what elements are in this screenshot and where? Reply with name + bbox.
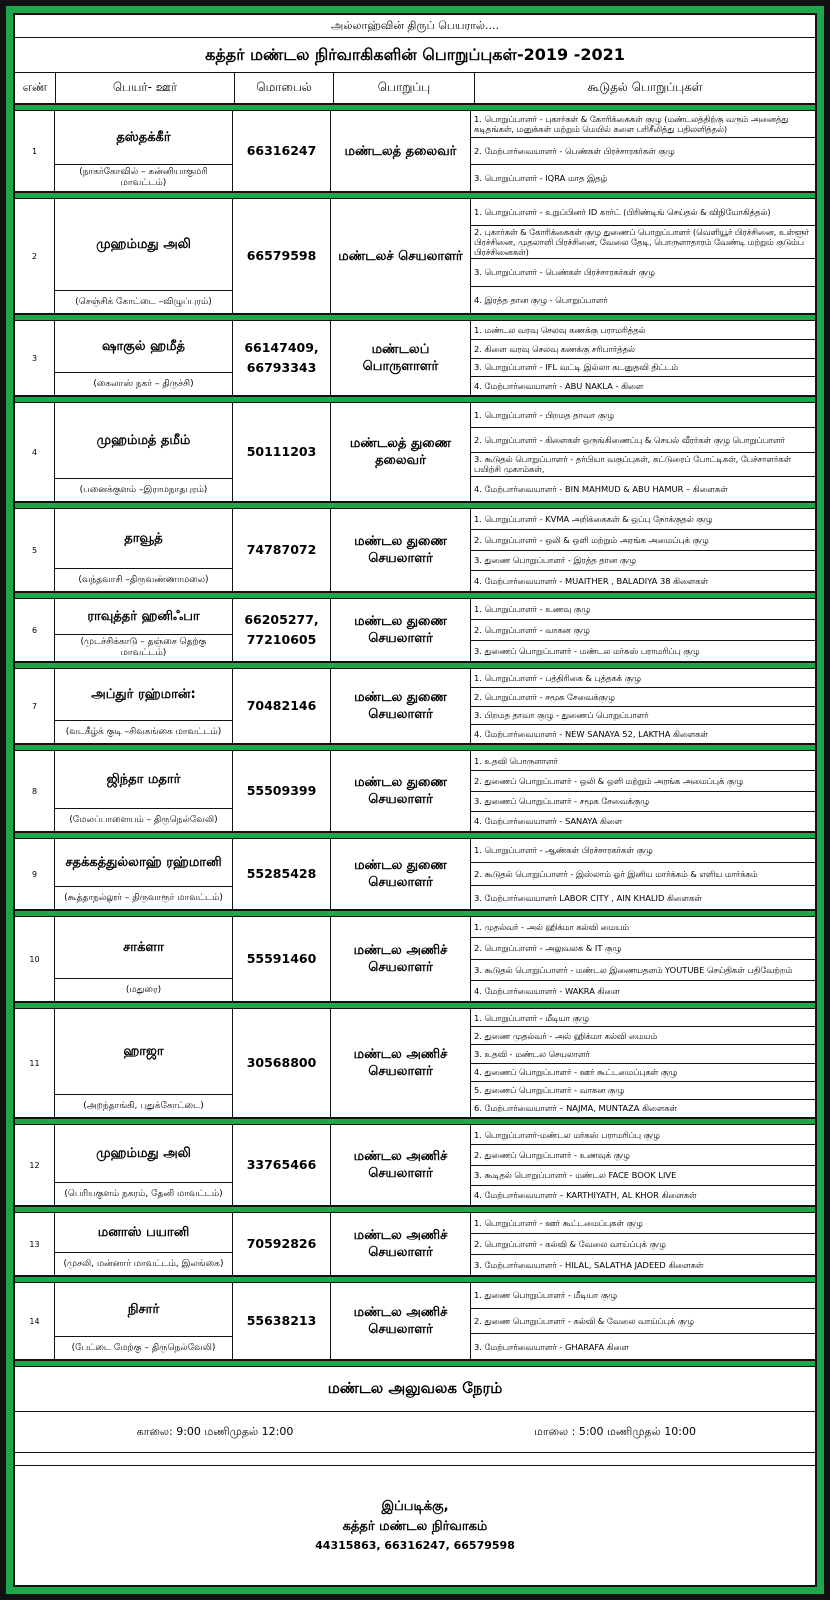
duty-item: 6. மேற்பார்வையாளர் – NAJMA, MUNTAZA கிளைகள் <box>474 1103 677 1114</box>
table-row <box>15 199 815 314</box>
member-name: சாக்ளா <box>123 939 164 955</box>
member-place: (கைலாஸ் நகர் – திருச்சி) <box>55 372 232 395</box>
table-row <box>15 751 815 832</box>
duty-item: 1. பொறுப்பாளர்-மண்டல மர்கஸ் பராமரிப்பு குழு <box>471 1125 815 1145</box>
extra-duties <box>471 751 815 831</box>
member-place: (பெரியகுளம் நகரம், தேனி மாவட்டம்) <box>55 1182 232 1205</box>
duty-item: 2. பொறுப்பாளர் - கிளைகள் ஒருங்கிணைப்பு & செயல் வீரர்கள் குழு பொறுப்பாளர் <box>471 428 815 453</box>
green-separator <box>15 910 815 917</box>
name-cell <box>55 199 233 313</box>
mobile-number: 30568800 <box>233 1009 331 1117</box>
duty-item: 1. பொறுப்பாளர் - ஆண்கள் பிரச்சாரகர்கள் குழு <box>471 839 815 863</box>
duty-item: 2. துணை பொறுப்பாளர் - கல்வி & வேலை வாய்ப்புக் குழு <box>471 1309 815 1335</box>
col-header-no: எண் <box>15 73 56 103</box>
duty-item: 4. மேற்பார்வையாளர் - NEW SANAYA 52, LAKTHA கிளைகள் <box>474 729 708 740</box>
duty-item: 1. பொறுப்பாளர் - பத்திரிகை & புத்தகக் குழு <box>471 669 815 688</box>
duty-item: 1. பொறுப்பாளர் - மீடியா குழு <box>471 1009 815 1027</box>
duty-item: 4. மேற்பார்வையாளர் – KARTHIYATH, AL KHOR கிளைகள் <box>474 1190 697 1201</box>
name-cell <box>55 321 233 395</box>
table-row <box>15 669 815 744</box>
duty-item: 1. பொறுப்பாளர் - உறுப்பினர் ID கார்ட் (பிரிண்டிங் செய்தல் & விநியோகித்தல்) <box>471 199 815 226</box>
member-name: அப்துர் ரஹ்மான்: <box>91 686 196 702</box>
duty-item: 5. துணைப் பொறுப்பாளர் - வாகன குழு <box>471 1082 815 1100</box>
name-cell <box>55 917 233 1001</box>
duty-item: 3. துணைப் பொறுப்பாளர் - மண்டல மர்கஸ் பராமரிப்பு குழு <box>474 646 700 656</box>
extra-duties <box>471 321 815 395</box>
row-number: 2 <box>15 199 55 313</box>
spacer-row <box>15 1453 815 1466</box>
duty-item: 1. முதல்வர் - அல் ஹிக்மா கல்வி மையம் <box>471 917 815 938</box>
green-separator <box>15 1360 815 1367</box>
duty-item: 4. மேற்பார்வையாளர் - ABU NAKLA - கிளை <box>474 381 644 392</box>
role: மண்டலச் செயலாளர் <box>331 199 471 313</box>
member-name: ஷாகுல் ஹமீத் <box>101 338 186 354</box>
role: மண்டல துணை செயலாளர் <box>331 751 471 831</box>
member-place: (பேட்டை மேற்கு – திருநெல்வேலி) <box>55 1336 232 1359</box>
name-cell <box>55 509 233 591</box>
extra-duties <box>471 403 815 501</box>
member-place: (வடகீழ்க் குடி –சிவகங்கை மாவட்டம்) <box>55 720 232 743</box>
table-row <box>15 1213 815 1276</box>
mobile-number: 55591460 <box>233 917 331 1001</box>
duty-item: 4. மேற்பார்வையாளர் - WAKRA கிளை <box>474 985 620 996</box>
signature-block <box>15 1466 815 1585</box>
col-header-mobile: மொபைல் <box>235 73 334 103</box>
duty-item: 4. இரத்த தான குழு - பொறுப்பாளர் <box>474 294 608 305</box>
green-separator <box>15 502 815 509</box>
table-row <box>15 1009 815 1118</box>
table-row <box>15 509 815 592</box>
extra-duties <box>471 1125 815 1205</box>
duty-item: 2. பொறுப்பாளர் - கல்வி & வேலை வாய்ப்புக் குழு <box>471 1234 815 1255</box>
duty-item: 4. மேற்பார்வையாளர் - BIN MAHMUD & ABU HAMUR – கிளைகள் <box>474 484 728 495</box>
role: மண்டலப் பொருளாளர் <box>331 321 471 395</box>
extra-duties <box>471 669 815 743</box>
duty-item: 3. துணைப் பொறுப்பாளர் - சமூக சேவைக்குழு <box>471 792 815 812</box>
duty-item: 3. மேற்பார்வையாளர் LABOR CITY , AIN KHALID கிளைகள் <box>474 892 702 903</box>
name-cell <box>55 751 233 831</box>
extra-duties <box>471 1009 815 1117</box>
duty-item: 1. பொறுப்பாளர் - புகார்கள் & கோரிக்கைகள் குழு (மண்டலத்திற்கு வரும் அனைத்து கடிதங்கள், மனுக்கள் மற்றும் மெயில் களை பரிசீலித்து பதிலளித்தல்) <box>471 111 815 138</box>
row-number: 5 <box>15 509 55 591</box>
role: மண்டல அணிச் செயலாளர் <box>331 1009 471 1117</box>
extra-duties <box>471 839 815 909</box>
role: மண்டல துணை செயலாளர் <box>331 839 471 909</box>
name-cell <box>55 1213 233 1275</box>
table-row <box>15 403 815 502</box>
extra-duties <box>471 1213 815 1275</box>
name-cell <box>55 111 233 191</box>
duty-item: 2. கிளை வரவு செலவு கணக்கு சரிபார்த்தல் <box>471 340 815 359</box>
duty-item: 3. துணை பொறுப்பாளர் - இரத்த தான குழு <box>471 551 815 572</box>
duty-item: 3. கூடிதல் பொறுப்பாளர் - மண்டல FACE BOOK LIVE <box>471 1166 815 1186</box>
table-row <box>15 321 815 396</box>
green-separator <box>15 744 815 751</box>
green-separator <box>15 662 815 669</box>
duty-item: 2. பொறுப்பாளர் - ஒலி & ஒளி மற்றும் அரங்க அமைப்புக் குழு <box>471 530 815 551</box>
role: மண்டல அணிச் செயலாளர் <box>331 1283 471 1359</box>
duty-item: 2. பொறுப்பாளர் - அலுவலக & IT குழு <box>471 938 815 959</box>
member-name: தாவூத் <box>124 530 163 546</box>
row-number: 10 <box>15 917 55 1001</box>
duty-item: 1. பொறுப்பாளர் - பிறமத தாவா குழு <box>471 403 815 428</box>
duty-item: 3. பிறமத தாவா குழு - துணைப் பொறுப்பாளர் <box>471 707 815 726</box>
col-header-role: பொறுப்பு <box>334 73 475 103</box>
table-row <box>15 1125 815 1206</box>
member-place: (முடச்சிக்காடு – தஞ்சை தெற்கு மாவட்டம்) <box>55 634 232 661</box>
mobile-number: 33765466 <box>233 1125 331 1205</box>
mobile-number: 55509399 <box>233 751 331 831</box>
green-separator <box>15 104 815 111</box>
table-header <box>15 73 815 104</box>
top-blessing-line: அல்லாஹ்வின் திருப் பெயரால்.... <box>15 15 815 38</box>
document-sheet <box>13 13 817 1587</box>
member-name: முஹம்மது அலி <box>96 1145 191 1161</box>
office-hours-row <box>15 1412 815 1453</box>
duty-item: 3. பொறுப்பாளர் - IQRA மாத இதழ் <box>474 173 608 183</box>
row-number: 7 <box>15 669 55 743</box>
table-body <box>15 104 815 1360</box>
member-place: (நாகர்கோவில் – கன்னியாகுமரி மாவட்டம்) <box>55 164 232 191</box>
mobile-number: 66147409, 66793343 <box>233 321 331 395</box>
green-separator <box>15 1206 815 1213</box>
name-cell <box>55 1125 233 1205</box>
member-name: சதக்கத்துல்லாஹ் ரஹ்மானி <box>65 854 222 870</box>
row-number: 12 <box>15 1125 55 1205</box>
row-number: 8 <box>15 751 55 831</box>
member-name: முஹம்மத் தமீம் <box>96 432 191 448</box>
duty-item: 3. மேற்பார்வையாளர் - HILAL, SALATHA JADEED கிளைகள் <box>474 1260 704 1270</box>
member-name: ஹாஜா <box>123 1043 164 1059</box>
green-separator <box>15 314 815 321</box>
name-cell <box>55 669 233 743</box>
member-place: (மதுரை) <box>55 978 232 1001</box>
row-number: 11 <box>15 1009 55 1117</box>
mobile-number: 66579598 <box>233 199 331 313</box>
member-place: (அறந்தாங்கி, புதுக்கோட்டை) <box>55 1094 232 1117</box>
name-cell <box>55 839 233 909</box>
table-row <box>15 1283 815 1360</box>
name-cell <box>55 1283 233 1359</box>
member-name: முஹம்மது அலி <box>96 236 191 252</box>
extra-duties <box>471 599 815 661</box>
duty-item: 2. புகார்கள் & கோரிக்கைகள் குழு துணைப் பொறுப்பாளர் (வெளியூர் பிரச்சினை, உள்ளூர் பிரச்சினை, முதலாளி பிரச்சினை, வேலை தேடி, பொருளாதாரம் வேண்டி மற்றும் குடும்ப பிரச்சினைகள்) <box>471 226 815 259</box>
row-number: 1 <box>15 111 55 191</box>
duty-item: 2. பொறுப்பாளர் - வாகன குழு <box>471 620 815 641</box>
duty-item: 2. துணைப் பொறுப்பாளர் - உணவுக் குழு <box>471 1145 815 1165</box>
green-separator <box>15 1276 815 1283</box>
duty-item: 3. மேற்பார்வையாளர் - GHARAFA கிளை <box>474 1341 629 1352</box>
duty-item: 4. மேற்பார்வையாளர் - SANAYA கிளை <box>474 816 623 827</box>
page-title: கத்தர் மண்டல நிர்வாகிகளின் பொறுப்புகள்-2019 -2021 <box>15 38 815 73</box>
col-header-name: பெயர்- ஊர் <box>56 73 235 103</box>
mobile-number: 55638213 <box>233 1283 331 1359</box>
duty-item: 1. பொறுப்பாளர் - உணவு குழு <box>471 599 815 620</box>
mobile-number: 50111203 <box>233 403 331 501</box>
mobile-number: 74787072 <box>233 509 331 591</box>
extra-duties <box>471 199 815 313</box>
table-row <box>15 839 815 910</box>
green-separator <box>15 1118 815 1125</box>
role: மண்டல அணிச் செயலாளர் <box>331 1213 471 1275</box>
extra-duties <box>471 1283 815 1359</box>
duty-item: 3. பொறுப்பாளர் - IFL வட்டி இல்லா கடனுதவி திட்டம் <box>471 359 815 378</box>
morning-hours: காலை: 9:00 மணிமுதல் 12:00 <box>136 1424 294 1438</box>
duty-item: 2. மேற்பார்வையாளர் - பெண்கள் பிரச்சாரகர்கள் குழு <box>471 138 815 165</box>
col-header-extra: கூடுதல் பொறுப்புகள் <box>587 80 703 94</box>
duty-item: 1. உதவி பொருளாளர் <box>471 751 815 771</box>
duty-item: 1. பொறுப்பாளர் - KVMA அறிக்கைகள் & ஒப்பு நோக்குதல் குழு <box>471 509 815 530</box>
role: மண்டல அணிச் செயலாளர் <box>331 1125 471 1205</box>
role: மண்டலத் தலைவர் <box>331 111 471 191</box>
mobile-number: 66205277, 77210605 <box>233 599 331 661</box>
mobile-number: 66316247 <box>233 111 331 191</box>
duty-item: 4. மேற்பார்வையாளர் - MUAITHER , BALADIYA 38 கிளைகள் <box>474 576 709 587</box>
duty-item: 3. கூடுதல் பொறுப்பாளர் - மண்டல இணையதளம் YOUTUBE செய்திகள் பதிவேற்றம் <box>471 960 815 981</box>
extra-duties <box>471 509 815 591</box>
row-number: 6 <box>15 599 55 661</box>
name-cell <box>55 403 233 501</box>
name-cell <box>55 1009 233 1117</box>
signature-line-1: இப்படிக்கு, <box>381 1498 449 1514</box>
row-number: 4 <box>15 403 55 501</box>
duty-item: 2. துணைப் பொறுப்பாளர் - ஒலி & ஒளி மற்றும் அரங்க அமைப்புக் குழு <box>471 771 815 791</box>
member-place: (பனைக்குளம் –இராமநாதபுரம்) <box>55 478 232 501</box>
duty-item: 2. கூடுதல் பொறுப்பாளர் - இஸ்லாம் ஓர் இனிய மார்க்கம் & எளிய மார்க்கம் <box>471 863 815 887</box>
row-number: 14 <box>15 1283 55 1359</box>
duty-item: 3. பொறுப்பாளர் - பெண்கள் பிரச்சாரகர்கள் குழு <box>471 259 815 286</box>
member-place: (முசலி, மன்னார் மாவட்டம், இலங்கை) <box>55 1252 232 1275</box>
member-name: மனாஸ் பயானி <box>97 1224 190 1240</box>
green-separator <box>15 832 815 839</box>
table-row <box>15 111 815 192</box>
row-number: 9 <box>15 839 55 909</box>
member-name: தஸ்தக்கீர் <box>116 129 171 145</box>
green-separator <box>15 192 815 199</box>
duty-item: 2. பொறுப்பாளர் - சமூக சேவைக்குழு <box>471 688 815 707</box>
member-place: (வந்தவாசி –திருவண்ணாமலை) <box>55 568 232 591</box>
role: மண்டல அணிச் செயலாளர் <box>331 917 471 1001</box>
duty-item: 3. கூடுதல் பொறுப்பாளர் - தர்பியா வகுப்புகள், கட்டுரைப் போட்டிகள், பேச்சாளர்கள் பயிற்சி முகாம்கள், <box>471 453 815 478</box>
duty-item: 1. பொறுப்பாளர் - ஊர் கூட்டமைப்புகள் குழு <box>471 1213 815 1234</box>
green-separator <box>15 396 815 403</box>
role: மண்டலத் துணை தலைவர் <box>331 403 471 501</box>
row-number: 13 <box>15 1213 55 1275</box>
evening-hours: மாலை : 5:00 மணிமுதல் 10:00 <box>534 1424 696 1438</box>
mobile-number: 70592826 <box>233 1213 331 1275</box>
mobile-number: 55285428 <box>233 839 331 909</box>
extra-duties <box>471 111 815 191</box>
member-name: நிசார் <box>127 1301 160 1317</box>
contact-phones: 44315863, 66316247, 66579598 <box>315 1538 515 1552</box>
role: மண்டல துணை செயலாளர் <box>331 599 471 661</box>
duty-item: 4. துணைப் பொறுப்பாளர் - ஊர் கூட்டமைப்புகள் குழு <box>471 1064 815 1082</box>
table-row <box>15 917 815 1002</box>
role: மண்டல துணை செயலாளர் <box>331 509 471 591</box>
row-number: 3 <box>15 321 55 395</box>
member-place: (செஞ்சிக் கோட்டை –விழுப்புரம்) <box>55 290 232 313</box>
extra-duties <box>471 917 815 1001</box>
table-row <box>15 599 815 662</box>
member-name: ராவுத்தர் ஹனிஃபா <box>87 608 200 624</box>
role: மண்டல துணை செயலாளர் <box>331 669 471 743</box>
member-place: (கூத்தாநல்லூர் – திருவாரூர் மாவட்டம்) <box>55 886 232 909</box>
member-name: ஜிந்தா மதார் <box>106 771 181 787</box>
duty-item: 3. உதவி - மண்டல செயலாளர் <box>471 1045 815 1063</box>
green-separator <box>15 592 815 599</box>
name-cell <box>55 599 233 661</box>
duty-item: 1. மண்டல வரவு செலவு கணக்கு பராமரித்தல் <box>471 321 815 340</box>
office-hours-title: மண்டல அலுவலக நேரம் <box>15 1367 815 1412</box>
signature-line-2: கத்தர் மண்டல நிர்வாகம் <box>342 1518 488 1534</box>
duty-item: 1. துணை பொறுப்பாளர் - மீடியா குழு <box>471 1283 815 1309</box>
member-place: (மேலப்பாளையம் – திருநெல்வேலி) <box>55 808 232 831</box>
green-separator <box>15 1002 815 1009</box>
duty-item: 2. துணை முதல்வர் - அல் ஹிக்மா கல்வி மையம் <box>471 1027 815 1045</box>
mobile-number: 70482146 <box>233 669 331 743</box>
